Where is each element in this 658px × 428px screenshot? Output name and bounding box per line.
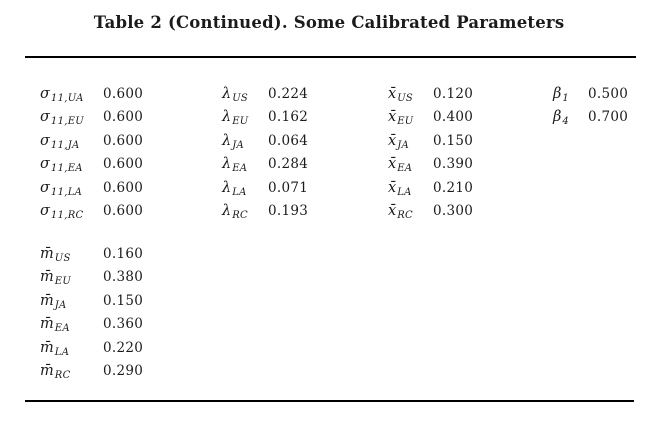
parameter-symbol: $\sigma_{11,LA}$	[40, 179, 83, 198]
parameter-symbol: $m̄_{RC}$	[40, 362, 71, 381]
parameter-symbol: $x̄_{EA}$	[388, 156, 413, 175]
parameter-row	[40, 151, 143, 174]
parameter-row	[40, 358, 143, 381]
parameter-symbol: $m̄_{JA}$	[40, 292, 67, 311]
parameter-value: 0.600	[103, 132, 144, 149]
parameter-row	[388, 151, 473, 174]
parameter-symbol: $x̄_{EU}$	[388, 109, 414, 128]
parameter-symbol: $\sigma_{11,UA}$	[40, 86, 84, 104]
parameter-row	[388, 104, 473, 127]
parameter-value: 0.160	[103, 246, 144, 262]
top-rule	[25, 56, 636, 58]
parameter-value: 0.064	[268, 132, 309, 149]
parameter-symbol: $\lambda_{EA}$	[222, 156, 248, 175]
parameter-symbol: $\lambda_{US}$	[222, 86, 249, 104]
parameter-symbol: $\beta_4$	[553, 109, 570, 128]
parameter-row	[40, 264, 143, 287]
parameter-value: 0.120	[433, 86, 474, 102]
parameter-row	[40, 128, 143, 151]
parameter-value: 0.150	[103, 292, 144, 309]
parameter-value: 0.210	[433, 179, 474, 196]
parameter-value: 0.193	[268, 202, 309, 219]
lambda-parameter-column	[222, 81, 308, 221]
parameter-value: 0.600	[103, 202, 144, 219]
parameter-row	[553, 104, 628, 127]
table-title: Table 2 (Continued). Some Calibrated Parameters	[93, 13, 565, 32]
parameter-symbol: $x̄_{RC}$	[388, 202, 413, 221]
parameter-row	[40, 241, 143, 264]
beta-parameter-column	[553, 81, 628, 128]
parameter-value: 0.220	[103, 339, 144, 356]
parameter-row	[40, 311, 143, 334]
parameter-value: 0.071	[268, 179, 309, 196]
parameter-value: 0.390	[433, 156, 474, 173]
parameter-value: 0.290	[103, 362, 144, 379]
parameter-symbol: $\sigma_{11,EU}$	[40, 109, 85, 128]
parameter-symbol: $\lambda_{EU}$	[222, 109, 249, 128]
parameter-symbol: $\sigma_{11,JA}$	[40, 132, 80, 151]
parameter-symbol: $\lambda_{RC}$	[222, 202, 248, 221]
parameter-row	[222, 128, 308, 151]
parameter-symbol: $\beta_1$	[553, 86, 570, 104]
parameter-row	[553, 81, 628, 104]
parameter-symbol: $x̄_{US}$	[388, 86, 414, 104]
parameter-symbol: $m̄_{US}$	[40, 246, 71, 264]
parameter-row	[222, 175, 308, 198]
parameter-symbol: $m̄_{EU}$	[40, 269, 72, 288]
parameter-row	[40, 288, 143, 311]
xbar-parameter-column	[388, 81, 473, 221]
parameter-row	[40, 104, 143, 127]
parameter-value: 0.600	[103, 179, 144, 196]
parameter-symbol: $m̄_{EA}$	[40, 316, 70, 335]
parameter-row	[222, 151, 308, 174]
parameter-value: 0.600	[103, 86, 144, 102]
sigma-parameter-column	[40, 81, 143, 221]
parameter-row	[40, 198, 143, 221]
parameter-row	[40, 175, 143, 198]
parameter-row	[40, 335, 143, 358]
parameter-value: 0.380	[103, 269, 144, 286]
parameter-row	[40, 81, 143, 104]
parameter-value: 0.162	[268, 109, 309, 126]
parameter-symbol: $\lambda_{LA}$	[222, 179, 247, 198]
parameter-symbol: $\sigma_{11,RC}$	[40, 202, 84, 221]
parameter-row	[388, 175, 473, 198]
parameter-symbol: $\sigma_{11,EA}$	[40, 156, 83, 175]
parameter-value: 0.600	[103, 156, 144, 173]
parameter-value: 0.360	[103, 316, 144, 333]
parameter-row	[388, 81, 473, 104]
parameter-row	[388, 198, 473, 221]
parameter-row	[388, 128, 473, 151]
parameter-symbol: $\lambda_{JA}$	[222, 132, 245, 151]
parameter-value: 0.300	[433, 202, 474, 219]
parameter-value: 0.224	[268, 86, 309, 102]
parameter-symbol: $x̄_{JA}$	[388, 132, 410, 151]
parameter-symbol: $m̄_{LA}$	[40, 339, 70, 358]
parameter-value: 0.150	[433, 132, 474, 149]
parameter-value: 0.600	[103, 109, 144, 126]
parameter-value: 0.700	[588, 109, 629, 126]
parameter-row	[222, 81, 308, 104]
mbar-parameter-column	[40, 241, 143, 381]
parameter-row	[222, 104, 308, 127]
parameter-value: 0.500	[588, 86, 629, 102]
parameter-value: 0.284	[268, 156, 309, 173]
parameter-symbol: $x̄_{LA}$	[388, 179, 412, 198]
bottom-rule	[25, 400, 634, 402]
parameter-value: 0.400	[433, 109, 474, 126]
parameter-row	[222, 198, 308, 221]
